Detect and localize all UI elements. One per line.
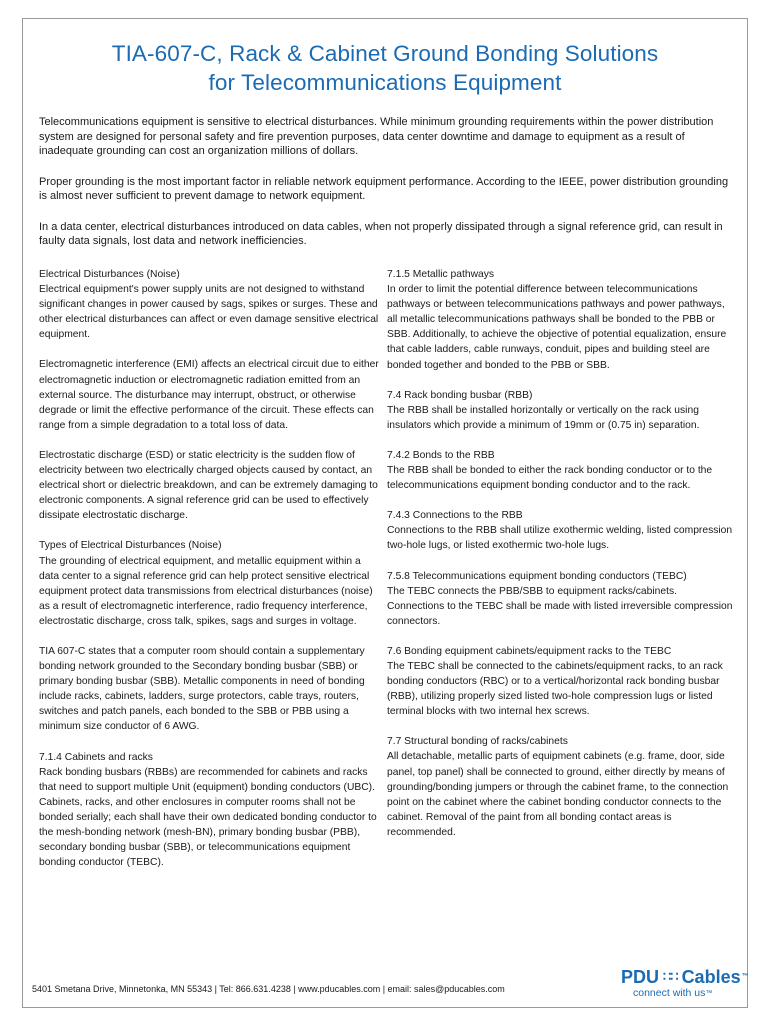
section-structural-bonding: [387, 734, 733, 840]
right-column: [387, 267, 733, 855]
section-heading: 7.1.4 Cabinets and racks: [39, 751, 153, 763]
section-body: In order to limit the potential difference between telecommunications pathways or between telecommunications pathways and power pathways, all metallic telecommunications pathways shall be bonded to the PBB or SBB. Additionally, to achieve the objective of potential equalization, ensure that cable ladders, cable runways, conduit, pipes and building steel are bonded together and bonded to the PBB or SBB.: [387, 284, 727, 371]
section-body: The RBB shall be bonded to either the rack bonding conductor or to the telecommunications equipment bonding conductor and to the rack.: [387, 465, 713, 492]
logo-tagline-text: connect with us: [633, 987, 706, 999]
section-bonding-cabinets-tebc: [387, 644, 733, 719]
section-rack-bonding-busbar: [387, 388, 733, 433]
section-connections-to-rbb: [387, 508, 733, 553]
section-body: The TEBC shall be connected to the cabinets/equipment racks, to an rack bonding conductors (RBC) or to a vertical/horizontal rack bonding busbar (RBB), utilizing properly sized listed two-hole compression lugs or listed terminal blocks with two internal hex screws.: [387, 660, 723, 718]
section-body: Electromagnetic interference (EMI) affects an electrical circuit due to either electromagnetic induction or electromagnetic radiation emitted from an external source. The disturbance may interrupt, obstruct, or otherwise degrade or limit the effective performance of the circuit. These effects can range from a simple degradation to a total loss of data.: [39, 359, 379, 431]
intro-paragraph: Proper grounding is the most important factor in reliable network equipment performance. According to the IEEE, power distribution grounding is almost never sufficient to prevent damage to network equipment.: [39, 175, 729, 202]
section-tia-607c: [39, 644, 381, 735]
section-body: The grounding of electrical equipment, and metallic equipment within a data center to a signal reference grid can help protect sensitive electrical equipment protect data transmissions from electrical disturbances (noise) as a result of electromagnetic interference, radio frequency interference, electrostatic discharge, cross talk, spikes, sags and surges in voltage.: [39, 555, 373, 627]
document-page: [22, 18, 748, 1008]
section-body: Electrostatic discharge (ESD) or static electricity is the sudden flow of electricity between two electrically charged objects caused by contact, an electrical short or dielectric breakdown, and can be extremely damaging to electronic components. A signal reference grid can be used to effectively dissipate electrostatic discharge.: [39, 449, 378, 522]
section-bonds-to-rbb: [387, 448, 733, 493]
section-cabinets-and-racks: [39, 750, 381, 871]
document-title: [23, 39, 747, 97]
section-emi: [39, 357, 381, 432]
title-line-2: for Telecommunications Equipment: [208, 70, 562, 95]
title-line-1: TIA-607-C, Rack & Cabinet Ground Bonding Solutions: [111, 41, 659, 66]
section-heading: 7.1.5 Metallic pathways: [387, 269, 495, 280]
section-heading: 7.6 Bonding equipment cabinets/equipment racks to the TEBC: [387, 645, 672, 657]
intro-paragraph: Telecommunications equipment is sensitive to electrical disturbances. While minimum grounding requirements within the power distribution system are designed for personal safety and fire prevention purposes, data center downtime and damage to equipment as a result of inadequate grounding can cost an organization millions of dollars.: [39, 116, 714, 157]
section-body: TIA 607-C states that a computer room should contain a supplementary bonding network grounded to the Secondary bonding busbar (SBB) or primary bonding busbar (SBB). Metallic components in need of bonding include racks, cabinets, ladders, surge protectors, cable trays, routers, switches and patch panels, each bonded to the SBB or PBB using a minimum size conductor of 6 AWG.: [39, 645, 365, 733]
section-body: All detachable, metallic parts of equipment cabinets (e.g. frame, door, side panel, top panel) shall be connected to ground, either directly by means of grounding/bonding jumpers or through the cabinet frame, to the connection point on the cabinet where the cabinet bonding conductor connects to the cabinet. Removal of the paint from all bonding contact areas is recommended.: [387, 751, 729, 838]
section-heading: 7.5.8 Telecommunications equipment bonding conductors (TEBC): [387, 570, 687, 582]
logo-text-right: Cables: [681, 967, 741, 987]
pdu-cables-logo: [621, 967, 749, 1007]
section-heading: 7.7 Structural bonding of racks/cabinets: [387, 736, 568, 748]
intro-section: [39, 115, 733, 265]
section-body: The TEBC connects the PBB/SBB to equipment racks/cabinets. Connections to the TEBC shall be made with listed irreversible compression connectors.: [387, 585, 733, 627]
section-types-of-disturbances: [39, 538, 381, 629]
section-body: Electrical equipment's power supply units are not designed to withstand significant changes in power caused by sags, spikes or surges. These and other electrical disturbances can affect or even damage sensitive electrical equipment.: [39, 284, 379, 341]
intro-paragraph: In a data center, electrical disturbances introduced on data cables, when not properly dissipated through a signal reference grid, can result in faulty data signals, lost data and network inefficiencies.: [39, 220, 723, 247]
section-heading: Types of Electrical Disturbances (Noise): [39, 540, 222, 552]
section-electrical-disturbances: [39, 267, 381, 342]
section-heading: Electrical Disturbances (Noise): [39, 269, 180, 280]
logo-wordmark: [621, 967, 749, 987]
logo-trademark: ™: [741, 973, 749, 980]
section-heading: 7.4.2 Bonds to the RBB: [387, 449, 495, 461]
logo-tagline-tm: ™: [705, 990, 713, 997]
logo-text-left: PDU: [621, 967, 660, 987]
section-heading: 7.4 Rack bonding busbar (RBB): [387, 389, 533, 401]
logo-tagline: [633, 987, 745, 1000]
section-tebc: [387, 569, 733, 629]
section-metallic-pathways: [387, 267, 733, 373]
section-body: The RBB shall be installed horizontally or vertically on the rack using insulators which provide a minimum of 19mm or (0.75 in) separation.: [387, 404, 700, 431]
left-column: [39, 267, 381, 885]
section-body: Rack bonding busbars (RBBs) are recommended for cabinets and racks that need to support multiple Unit (equipment) bonding conductors (UBC). Cabinets, racks, and other enclosures in computer rooms shall not be bonded serially; each shall have their own dedicated bonding conductor to the mesh-bonding network (mesh-BN), primary bonding busbar (PBB), secondary bonding busbar (SBB), or telecommunications equipment bonding conductor (TEBC).: [39, 766, 377, 869]
footer-contact-info: 5401 Smetana Drive, Minnetonka, MN 55343 | Tel: 866.631.4238 | www.pducables.com | email: sales@pducables.com: [32, 984, 505, 994]
logo-dots-icon: ∷∷: [663, 969, 678, 984]
section-body: Connections to the RBB shall utilize exothermic welding, listed compression two-hole lugs, or listed exothermic two-hole lugs.: [387, 525, 733, 552]
section-heading: 7.4.3 Connections to the RBB: [387, 510, 523, 522]
section-esd: [39, 448, 381, 523]
